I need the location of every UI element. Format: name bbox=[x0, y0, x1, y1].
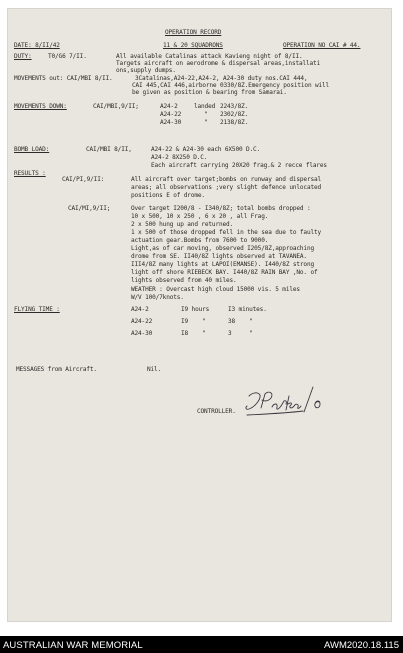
bomb-load-ref: CAI/MBI 8/II, bbox=[86, 146, 132, 153]
handwritten-signature bbox=[243, 384, 338, 420]
flying-time-minutes: I3 minutes. bbox=[228, 306, 267, 313]
movements-down-word: landed bbox=[194, 103, 216, 110]
results-mi-line: light off shore RIEBECK BAY. I440/8Z RAIN BAY ,No. of bbox=[131, 269, 318, 276]
movements-out-line: 3Catalinas,A24-22,A24-2, A24-30 duty nos.CAI 444, bbox=[135, 75, 308, 82]
duty-line: ons,supply dumps. bbox=[116, 67, 176, 74]
footer-institution: AUSTRALIAN WAR MEMORIAL bbox=[3, 640, 143, 651]
movements-down-time: 2302/8Z. bbox=[220, 111, 249, 118]
bomb-load-line: A24-2 8X250 D.C. bbox=[151, 154, 208, 161]
flying-time-hours: I9 hours bbox=[181, 306, 210, 313]
movements-down-aircraft: A24-22 bbox=[160, 111, 182, 118]
movements-down-aircraft: A24-2 bbox=[160, 103, 178, 110]
document-page bbox=[7, 8, 392, 622]
footer-accession-id: AWM2020.18.115 bbox=[324, 640, 399, 651]
flying-time-minutes: 38 " bbox=[228, 318, 253, 325]
results-mi-line: III4/8Z many lights at LAPOI(EMANSE). I440/8Z strong bbox=[131, 261, 314, 268]
results-mi-line: 10 x 500, 10 x 250 , 6 x 20 , all Frag. bbox=[131, 213, 269, 220]
flying-time-hours: I9 " bbox=[181, 318, 206, 325]
movements-out-line: be given as position & bearing from Samarai. bbox=[132, 89, 287, 96]
messages-label: MESSAGES from Aircraft. bbox=[16, 366, 97, 373]
results-pi-line: areas; all observations ;very slight defence unlocated bbox=[131, 184, 322, 191]
movements-out-line: CAI 445,CAI 446,airborne 0330/8Z.Emergency position will bbox=[132, 82, 330, 89]
results-mi-line: Over target I200/8 - I340/8Z; total bombs dropped : bbox=[131, 205, 311, 212]
results-label: RESULTS : bbox=[14, 170, 46, 177]
results-mi-ref: CAI/MI,9/II; bbox=[68, 205, 111, 212]
flying-time-aircraft: A24-30 bbox=[131, 330, 153, 337]
movements-down-ref: CAI/MBI,9/II; bbox=[93, 103, 139, 110]
flying-time-minutes: 3 " bbox=[228, 330, 253, 337]
bomb-load-line: A24-22 & A24-30 each 6X500 D.C. bbox=[151, 146, 261, 153]
bomb-load-line: Each aircraft carrying 20X20 frag.& 2 recce flares bbox=[151, 162, 327, 169]
record-title: OPERATION RECORD bbox=[165, 29, 222, 36]
archive-footer-bar bbox=[0, 636, 403, 653]
bomb-load-label: BOMB LOAD: bbox=[14, 146, 50, 153]
movements-down-label: MOVEMENTS DOWN: bbox=[14, 103, 67, 110]
flying-time-label: FLYING TIME : bbox=[14, 306, 60, 313]
date-label: DATE: 8/II/42 bbox=[14, 42, 60, 49]
duty-line: All available Catalinas attack Kavieng night of 8/II. bbox=[116, 53, 303, 60]
flying-time-hours: I8 " bbox=[181, 330, 206, 337]
operation-number: OPERATION NO CAI # 44. bbox=[283, 42, 361, 49]
duty-label: DUTY: bbox=[14, 53, 32, 60]
squadrons-label: 11 & 20 SQUADRONS bbox=[163, 42, 223, 49]
results-pi-line: positions E of drome. bbox=[131, 192, 205, 199]
results-mi-line: Light,as of car moving, observed I205/8Z,approaching bbox=[131, 245, 314, 252]
movements-down-time: 2243/8Z. bbox=[220, 103, 249, 110]
duty-time: T0/G6 7/II. bbox=[48, 53, 87, 60]
results-pi-ref: CAI/PI,9/II: bbox=[62, 176, 105, 183]
movements-down-word: " bbox=[204, 119, 208, 126]
duty-line: Targets aircraft on aerodrome & dispersal areas,installati bbox=[116, 60, 321, 67]
movements-out-label: MOVEMENTS out: CAI/MBI 8/II. bbox=[14, 75, 113, 82]
results-mi-line: drome from SE. II40/8Z lights observed at TAVANEA. bbox=[131, 253, 307, 260]
movements-down-time: 2138/8Z. bbox=[220, 119, 249, 126]
messages-value: Nil. bbox=[147, 366, 162, 373]
flying-time-aircraft: A24-2 bbox=[131, 306, 149, 313]
movements-down-word: " bbox=[204, 111, 208, 118]
weather-line: WEATHER : Overcast high cloud 15000 vis. 5 miles bbox=[131, 286, 300, 293]
movements-down-aircraft: A24-30 bbox=[160, 119, 182, 126]
flying-time-aircraft: A24-22 bbox=[131, 318, 153, 325]
results-mi-line: 1 x 500 of those dropped fell in the sea due to faulty bbox=[131, 229, 322, 236]
results-mi-line: lights observed from 40 miles. bbox=[131, 277, 237, 284]
results-mi-line: 2 x 500 hung up and returned. bbox=[131, 221, 234, 228]
results-pi-line: All aircraft over target;bombs on runway and dispersal bbox=[131, 176, 322, 183]
weather-line: W/V 100/7knots. bbox=[131, 294, 184, 301]
controller-label: CONTROLLER. bbox=[197, 408, 236, 415]
results-mi-line: actuation gear.Bombs from 7600 to 9000. bbox=[131, 237, 269, 244]
